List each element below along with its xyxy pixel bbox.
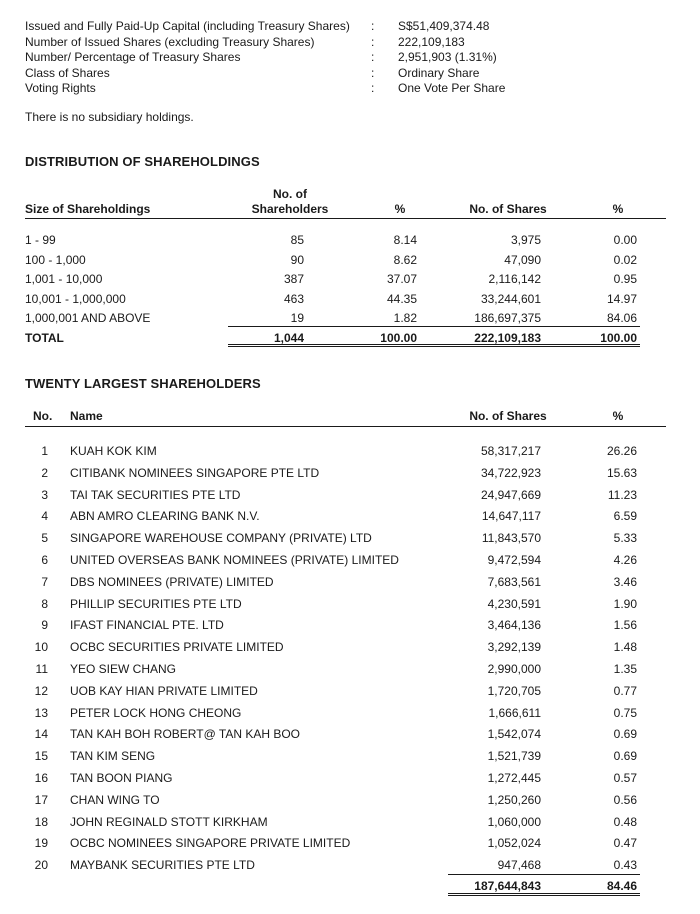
cell-holders: 463 — [283, 291, 304, 306]
cell-name: TAI TAK SECURITIES PTE LTD — [70, 487, 241, 502]
cell-name: CITIBANK NOMINEES SINGAPORE PTE LTD — [70, 465, 320, 480]
cell-pct1: 8.62 — [393, 252, 417, 267]
cell-name: JOHN REGINALD STOTT KIRKHAM — [70, 814, 268, 829]
cell-name: MAYBANK SECURITIES PTE LTD — [70, 858, 255, 873]
cell-no: 2 — [41, 465, 48, 480]
info-colon: : — [371, 19, 375, 33]
cell-pct: 1.56 — [613, 618, 637, 633]
cell-pct: 1.35 — [613, 662, 637, 676]
cell-pct2: 14.97 — [606, 291, 637, 306]
cell-shares: 24,947,669 — [480, 487, 541, 502]
info-label: Number/ Percentage of Treasury Shares — [25, 50, 241, 64]
col-header-holders-line1: No. of — [273, 187, 307, 201]
cell-shares: 3,464,136 — [487, 618, 541, 633]
largest-shareholders-title: TWENTY LARGEST SHAREHOLDERS — [25, 376, 261, 391]
cell-shares: 2,116,142 — [488, 272, 541, 286]
cell-name: DBS NOMINEES (PRIVATE) LIMITED — [70, 574, 274, 589]
cell-no: 8 — [41, 596, 48, 611]
cell-no: 12 — [34, 683, 48, 698]
cell-shares: 1,052,024 — [487, 836, 541, 851]
cell-pct: 3.46 — [613, 574, 637, 589]
cell-shares: 1,542,074 — [487, 727, 541, 742]
cell-pct: 0.69 — [613, 727, 637, 742]
cell-no: 14 — [34, 727, 48, 742]
info-colon: : — [371, 34, 375, 49]
cell-shares: 1,250,260 — [487, 792, 541, 807]
cell-shares: 3,292,139 — [487, 640, 541, 655]
cell-no: 1 — [41, 444, 48, 458]
total-pct: 84.46 — [606, 879, 637, 893]
cell-shares: 4,230,591 — [487, 596, 541, 611]
cell-name: TAN BOON PIANG — [70, 771, 173, 785]
cell-name: UOB KAY HIAN PRIVATE LIMITED — [70, 683, 258, 698]
cell-shares: 34,722,923 — [480, 465, 541, 480]
cell-pct1: 37.07 — [386, 272, 417, 286]
info-colon: : — [371, 65, 375, 80]
cell-pct: 0.57 — [613, 771, 637, 785]
cell-no: 20 — [34, 858, 48, 873]
cell-pct: 26.26 — [606, 444, 637, 458]
cell-holders: 85 — [290, 233, 304, 247]
cell-pct: 5.33 — [613, 531, 637, 546]
cell-pct: 0.56 — [613, 792, 637, 807]
cell-name: SINGAPORE WAREHOUSE COMPANY (PRIVATE) LTD — [70, 531, 372, 546]
col-header-holders-line2: Shareholders — [251, 202, 329, 216]
cell-shares: 186,697,375 — [474, 311, 541, 325]
col-header-no: No. — [33, 409, 53, 423]
cell-size: 1,000,001 AND ABOVE — [25, 311, 151, 325]
cell-name: CHAN WING TO — [70, 792, 160, 807]
cell-name: TAN KAH BOH ROBERT@ TAN KAH BOO — [70, 727, 300, 742]
cell-no: 4 — [41, 509, 48, 524]
col-header-shares: No. of Shares — [469, 202, 547, 216]
info-label: Number of Issued Shares (excluding Treasury Shares) — [25, 34, 315, 49]
cell-shares: 47,090 — [504, 252, 541, 267]
cell-no: 6 — [41, 553, 48, 567]
cell-holders: 90 — [290, 252, 304, 267]
distribution-total-bottom-rule — [228, 344, 640, 347]
info-label: Issued and Fully Paid-Up Capital (including Treasury Shares) — [25, 19, 350, 33]
cell-name: OCBC NOMINEES SINGAPORE PRIVATE LIMITED — [70, 836, 351, 851]
info-colon: : — [371, 81, 375, 95]
cell-shares: 1,521,739 — [487, 749, 541, 764]
cell-pct: 0.69 — [613, 749, 637, 764]
cell-pct1: 8.14 — [393, 233, 417, 247]
cell-size: 1,001 - 10,000 — [25, 272, 103, 286]
cell-pct2: 0.02 — [613, 252, 637, 267]
col-header-size: Size of Shareholdings — [25, 202, 151, 216]
cell-shares: 33,244,601 — [480, 291, 541, 306]
cell-shares: 1,666,611 — [488, 705, 541, 720]
cell-name: UNITED OVERSEAS BANK NOMINEES (PRIVATE) LIMITED — [70, 553, 399, 567]
largest-total-bottom-rule — [448, 893, 640, 896]
info-value: 2,951,903 (1.31%) — [398, 50, 497, 64]
cell-no: 13 — [34, 705, 48, 720]
cell-size: 10,001 - 1,000,000 — [25, 291, 126, 306]
info-value: S$51,409,374.48 — [398, 19, 490, 33]
col-header-pct: % — [612, 409, 624, 423]
cell-pct: 1.90 — [613, 596, 637, 611]
largest-header-rule — [25, 426, 666, 427]
cell-pct: 0.47 — [613, 836, 637, 851]
cell-shares: 1,720,705 — [487, 683, 541, 698]
cell-name: TAN KIM SENG — [70, 749, 156, 764]
total-pct1: 100.00 — [380, 331, 417, 345]
cell-pct: 11.23 — [607, 487, 637, 502]
cell-pct: 0.48 — [613, 814, 637, 829]
info-value: One Vote Per Share — [398, 81, 506, 95]
cell-shares: 3,975 — [510, 233, 541, 247]
cell-pct: 15.63 — [606, 465, 637, 480]
cell-shares: 1,060,000 — [487, 814, 541, 829]
col-header-shares: No. of Shares — [469, 409, 547, 423]
cell-name: YEO SIEW CHANG — [70, 662, 177, 676]
total-pct2: 100.00 — [600, 331, 637, 345]
cell-no: 16 — [34, 771, 48, 785]
cell-shares: 11,843,570 — [481, 531, 541, 546]
cell-pct2: 0.95 — [613, 272, 637, 286]
cell-no: 11 — [35, 662, 48, 676]
cell-shares: 947,468 — [497, 858, 541, 873]
cell-no: 17 — [34, 792, 48, 807]
subsidiary-note: There is no subsidiary holdings. — [25, 110, 194, 124]
total-shares: 187,644,843 — [474, 879, 541, 893]
cell-no: 18 — [34, 814, 48, 829]
cell-pct: 0.75 — [613, 705, 637, 720]
cell-name: OCBC SECURITIES PRIVATE LIMITED — [70, 640, 284, 655]
largest-total-top-rule — [448, 874, 640, 875]
cell-no: 5 — [41, 531, 48, 546]
cell-shares: 9,472,594 — [487, 553, 541, 567]
cell-name: PHILLIP SECURITIES PTE LTD — [70, 596, 242, 611]
cell-pct: 6.59 — [613, 509, 637, 524]
cell-shares: 14,647,117 — [481, 509, 541, 524]
cell-shares: 7,683,561 — [487, 574, 541, 589]
cell-pct1: 44.35 — [386, 291, 417, 306]
cell-name: ABN AMRO CLEARING BANK N.V. — [70, 509, 260, 524]
info-value: 222,109,183 — [398, 34, 465, 49]
cell-holders: 19 — [290, 311, 304, 325]
cell-holders: 387 — [283, 272, 304, 286]
info-value: Ordinary Share — [398, 65, 480, 80]
distribution-total-top-rule — [228, 326, 640, 327]
cell-size: 100 - 1,000 — [25, 252, 86, 267]
info-label: Voting Rights — [25, 81, 96, 95]
cell-pct: 1.48 — [613, 640, 637, 655]
cell-name: IFAST FINANCIAL PTE. LTD — [70, 618, 224, 633]
cell-no: 10 — [34, 640, 48, 655]
cell-shares: 1,272,445 — [487, 771, 541, 785]
cell-size: 1 - 99 — [25, 233, 56, 247]
info-colon: : — [371, 50, 375, 64]
cell-no: 9 — [41, 618, 48, 633]
cell-shares: 58,317,217 — [480, 444, 541, 458]
total-label: TOTAL — [25, 331, 64, 345]
col-header-pct1: % — [394, 202, 406, 216]
col-header-name: Name — [70, 409, 103, 423]
total-holders: 1,044 — [273, 331, 304, 345]
col-header-pct2: % — [612, 202, 624, 216]
total-shares: 222,109,183 — [474, 331, 541, 345]
info-label: Class of Shares — [25, 65, 110, 80]
distribution-title: DISTRIBUTION OF SHAREHOLDINGS — [25, 154, 260, 169]
cell-pct2: 84.06 — [606, 311, 637, 325]
distribution-header-rule — [25, 218, 666, 219]
cell-no: 7 — [41, 574, 48, 589]
cell-name: PETER LOCK HONG CHEONG — [70, 705, 242, 720]
cell-pct1: 1.82 — [393, 311, 417, 325]
cell-pct2: 0.00 — [613, 233, 637, 247]
cell-no: 3 — [41, 487, 48, 502]
cell-pct: 0.77 — [613, 683, 637, 698]
cell-pct: 4.26 — [613, 553, 637, 567]
cell-no: 15 — [34, 749, 48, 764]
cell-pct: 0.43 — [613, 858, 637, 873]
cell-no: 19 — [34, 836, 48, 851]
cell-name: KUAH KOK KIM — [70, 444, 157, 458]
cell-shares: 2,990,000 — [487, 662, 541, 676]
